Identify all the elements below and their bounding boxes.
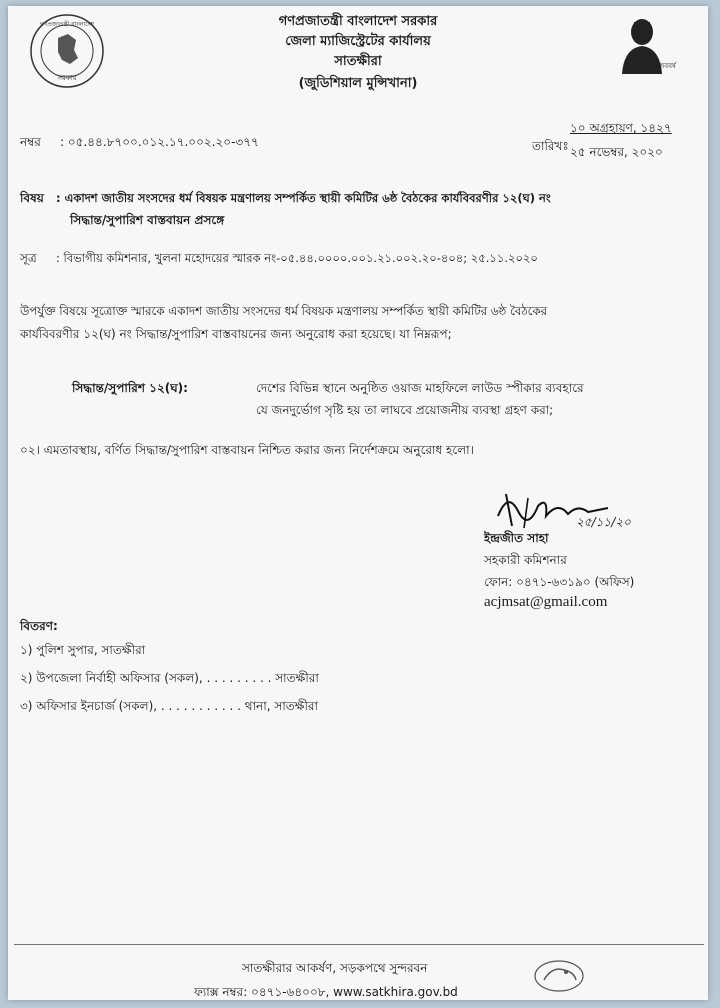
signer-phone: ফোন: ০৪৭১-৬৩১৯০ (অফিস) bbox=[484, 575, 635, 589]
date-english: ২৫ নভেম্বর, ২০২০ bbox=[570, 145, 663, 159]
portrait-icon bbox=[612, 12, 680, 74]
source-text: : বিভাগীয় কমিশনার, খুলনা মহোদয়ের স্মারক নং-০৫.৪৪.০০০০.০০১.২১.০০২.২০-৪০৪; ২৫.১১.২০২০ bbox=[56, 251, 538, 265]
header-office: জেলা ম্যাজিস্ট্রেটের কার্যালয় bbox=[285, 34, 431, 49]
subject-line1: : একাদশ জাতীয় সংসদের ধর্ম বিষয়ক মন্ত্রণালয় সম্পর্কিত স্থায়ী কমিটির ৬ষ্ঠ বৈঠকের কার্যবিবরণীর ১২(ঘ) নং bbox=[56, 191, 551, 205]
footer-slogan: সাতক্ষীরার আকর্ষণ, সড়কপথে সুন্দরবন bbox=[242, 961, 428, 975]
body-para1-line1: উপর্যুক্ত বিষয়ে সূত্রোক্ত স্মারকে একাদশ জাতীয় সংসদের ধর্ম বিষয়ক মন্ত্রণালয় সম্পর্কিত স্থায়ী কমিটির ৬ষ্ঠ বৈঠকের bbox=[20, 304, 548, 318]
seal-ring-text: গণপ্রজাতন্ত্রী বাংলাদেশ bbox=[39, 21, 95, 28]
signer-email: acjmsat@gmail.com bbox=[484, 594, 608, 610]
date-label: তারিখঃ bbox=[532, 139, 569, 153]
memo-number-label: নম্বর bbox=[20, 135, 41, 149]
portrait-caption: মুজিববর্ষ bbox=[652, 62, 676, 70]
header-district: সাতক্ষীরা bbox=[334, 54, 382, 69]
signer-designation: সহকারী কমিশনার bbox=[484, 553, 567, 567]
subject-label: বিষয় bbox=[20, 191, 44, 205]
distribution-title: বিতরণ: bbox=[20, 619, 58, 633]
source-label: সূত্র bbox=[20, 251, 37, 265]
decision-label: সিদ্ধান্ত/সুপারিশ ১২(ঘ): bbox=[72, 381, 188, 395]
seal-text: সরকার bbox=[57, 74, 77, 82]
body-para2: ০২। এমতাবস্থায়, বর্ণিত সিদ্ধান্ত/সুপারিশ বাস্তবায়ন নিশ্চিত করার জন্য নির্দেশক্রমে অনুরোধ হলো। bbox=[20, 443, 474, 457]
tiger-logo-icon bbox=[532, 954, 586, 994]
body-para1-line2: কার্যবিবরণীর ১২(ঘ) নং সিদ্ধান্ত/সুপারিশ বাস্তবায়নের জন্য অনুরোধ করা হয়েছে। যা নিম্নরূপ; bbox=[20, 327, 452, 341]
signer-name: ইন্দ্রজীত সাহা bbox=[484, 531, 549, 545]
footer-contact: ফ্যাক্স নম্বর: ০৪৭১-৬৪০০৮, www.satkhira.gov.bd bbox=[194, 985, 458, 999]
decision-line1: দেশের বিভিন্ন স্থানে অনুষ্ঠিত ওয়াজ মাহফিলে লাউড স্পীকার ব্যবহারে bbox=[256, 381, 584, 395]
header-section: (জুডিশিয়াল মুন্সিখানা) bbox=[298, 76, 418, 91]
distribution-item-1: ১) পুলিশ সুপার, সাতক্ষীরা bbox=[20, 643, 146, 657]
decision-line2: যে জনদুর্ভোগ সৃষ্টি হয় তা লাঘবে প্রয়োজনীয় ব্যবস্থা গ্রহণ করা; bbox=[256, 403, 554, 417]
document-page bbox=[8, 6, 708, 1000]
signature-date: ২৫/১১/২০ bbox=[576, 515, 631, 529]
footer-divider bbox=[14, 944, 704, 945]
header-government: গণপ্রজাতন্ত্রী বাংলাদেশ সরকার bbox=[278, 14, 438, 29]
subject-line2: সিদ্ধান্ত/সুপারিশ বাস্তবায়ন প্রসঙ্গে bbox=[70, 213, 225, 227]
memo-number: : ০৫.৪৪.৮৭০০.০১২.১৭.০০২.২০-৩৭৭ bbox=[60, 135, 259, 149]
distribution-item-3: ৩) অফিসার ইনচার্জ (সকল), . . . . . . . . . . . থানা, সাতক্ষীরা bbox=[20, 699, 318, 713]
distribution-item-2: ২) উপজেলা নির্বাহী অফিসার (সকল), . . . . . . . . . সাতক্ষীরা bbox=[20, 671, 319, 685]
date-bangla: ১০ অগ্রহায়ণ, ১৪২৭ bbox=[570, 121, 672, 135]
